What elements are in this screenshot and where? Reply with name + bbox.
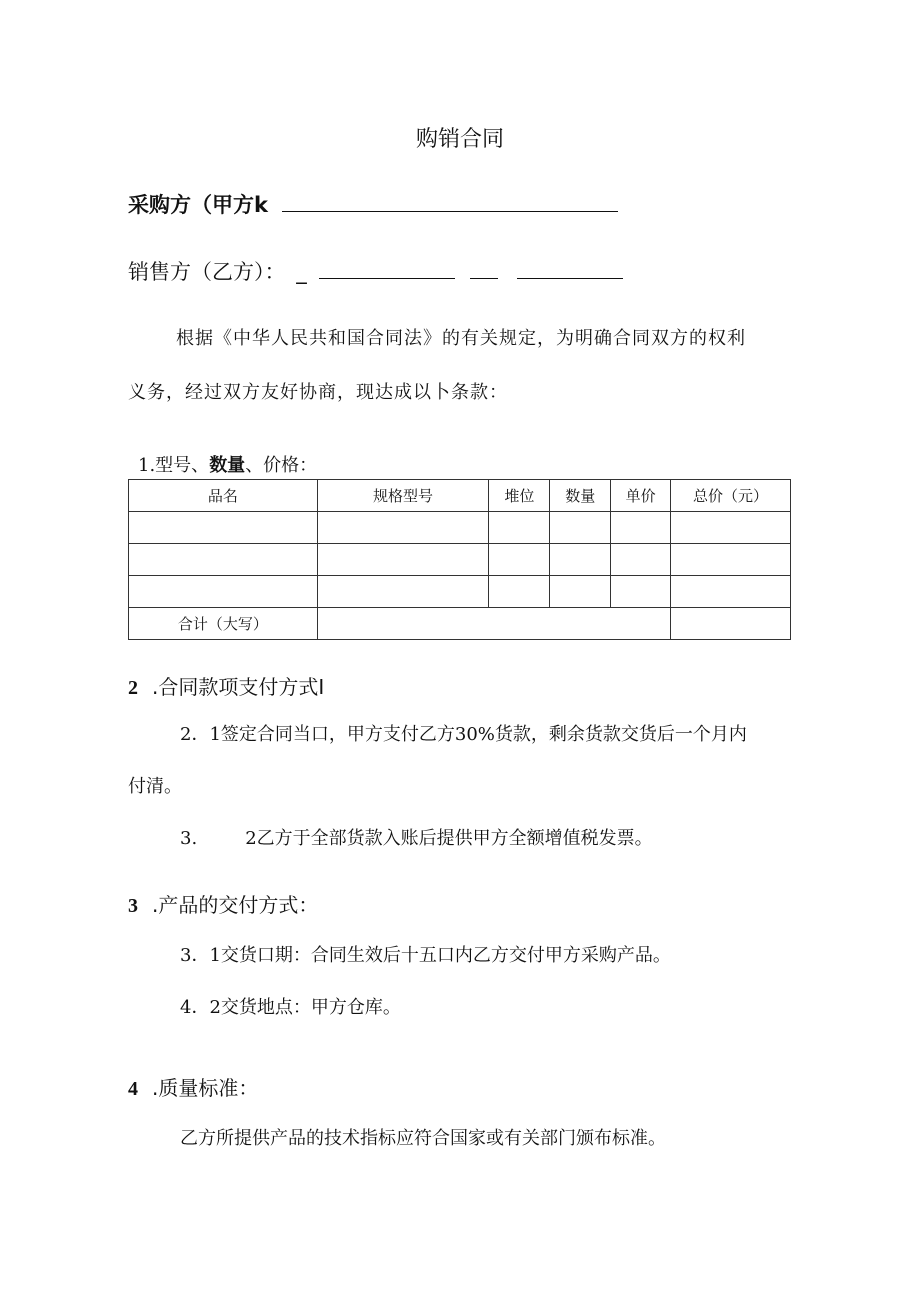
section-2-item-2 [180,824,653,850]
section-2-item-2-number: 3. [180,828,198,849]
section-3-title: .产品的交付方式： [152,893,319,917]
section-1-heading-suffix: 、价格： [245,455,318,476]
intro-line-2: 义务，经过双方友好协商，现达成以卜条款： [128,382,508,403]
header-cell-unit-price: 单价 [611,480,671,512]
total-amount-cell[interactable] [671,608,791,640]
header-cell-quantity: 数量 [550,480,611,512]
table-cell[interactable] [317,576,489,608]
section-2-title: .合同款项支付方式I [152,675,325,699]
header-cell-name: 品名 [129,480,318,512]
header-cell-total-price: 总价（元） [671,480,791,512]
table-row [129,512,791,544]
intro-line-1: 根据《中华人民共和国合同法》的有关规定，为明确合同双方的权利 [176,328,746,349]
section-2-item-1-line-1: 2．1签定合同当口，甲方支付乙方30%货款，剩余货款交货后一个月内 [180,724,747,745]
header-cell-location: 堆位 [489,480,550,512]
section-3-item-1: 3．1交货口期：合同生效后十五口内乙方交付甲方采购产品。 [180,945,671,966]
table-cell[interactable] [611,512,671,544]
total-label-cell: 合计（大写） [129,608,318,640]
table-cell[interactable] [489,544,550,576]
seller-blank-3[interactable] [517,258,623,279]
seller-line [128,256,623,286]
section-2-number: 2 [128,677,138,699]
table-row [129,544,791,576]
table-cell[interactable] [129,512,318,544]
total-amount-words-cell[interactable] [317,608,670,640]
table-cell[interactable] [129,544,318,576]
table-cell[interactable] [611,576,671,608]
table-cell[interactable] [550,512,611,544]
table-cell[interactable] [671,512,791,544]
buyer-label: 采购方（甲方k [128,193,268,217]
section-3-item-2: 4．2交货地点：甲方仓库。 [180,997,401,1018]
section-4-title: .质量标准： [152,1076,259,1100]
items-table [128,479,791,640]
contract-title: 购销合同 [415,127,504,152]
section-4-heading [128,1072,258,1101]
table-cell[interactable] [489,576,550,608]
table-cell[interactable] [489,512,550,544]
table-header-row [129,480,791,512]
section-3-number: 3 [128,895,138,917]
section-2-heading [128,671,324,700]
seller-label: 销售方（乙方）： [128,260,286,284]
section-1-heading-bold: 数量 [209,455,246,476]
table-cell[interactable] [317,544,489,576]
seller-blank-lead: _ [296,260,307,284]
seller-blank-1[interactable] [319,258,455,279]
section-2-item-2-text: 2乙方于全部货款入账后提供甲方全额增值税发票。 [245,828,653,849]
section-2-item-1-line-2: 付清。 [128,776,182,797]
table-cell[interactable] [671,544,791,576]
table-row [129,576,791,608]
section-4-text: 乙方所提供产品的技术指标应符合国家或有关部门颁布标准。 [180,1128,666,1149]
buyer-blank[interactable] [282,191,618,212]
header-cell-spec: 规格型号 [317,480,489,512]
section-4-number: 4 [128,1078,138,1100]
table-cell[interactable] [611,544,671,576]
table-total-row [129,608,791,640]
table-cell[interactable] [317,512,489,544]
section-1-heading [138,451,317,477]
table-cell[interactable] [671,576,791,608]
table-cell[interactable] [550,576,611,608]
table-cell[interactable] [550,544,611,576]
section-1-heading-prefix: 1.型号、 [138,455,210,476]
table-cell[interactable] [129,576,318,608]
section-3-heading [128,889,318,918]
seller-blank-2[interactable] [470,258,498,279]
buyer-line [128,189,618,219]
